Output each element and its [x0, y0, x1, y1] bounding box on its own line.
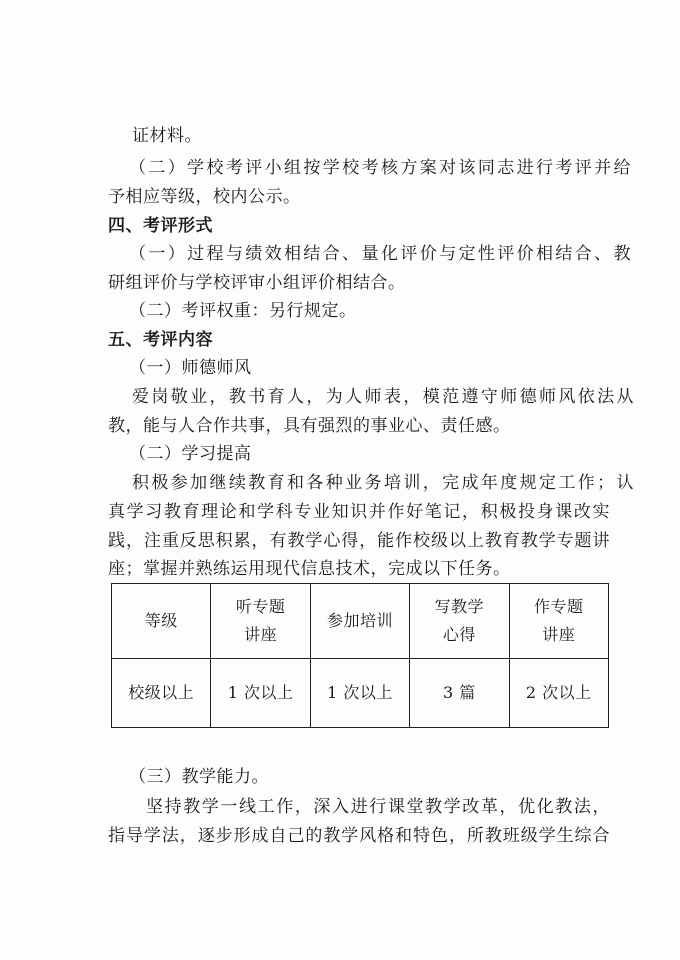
table-cell: 校级以上 — [112, 659, 211, 728]
text-line: （二）考评权重：另行规定。 — [129, 301, 357, 321]
table-header-cell: 作专题 讲座 — [509, 584, 608, 659]
text-line: 予相应等级，校内公示。 — [108, 187, 301, 207]
subsection-heading: （三）教学能力。 — [129, 767, 269, 787]
table-cell: 3 篇 — [410, 659, 509, 728]
text-line: 研组评价与学校评审小组评价相结合。 — [108, 273, 406, 293]
text-line: 践，注重反思积累，有教学心得，能作校级以上教育教学专题讲 — [108, 531, 610, 551]
table-cell: 1 次以上 — [310, 659, 409, 728]
subsection-heading: （二）学习提高 — [129, 444, 252, 464]
subsection-heading: （一）师德师风 — [129, 358, 252, 378]
text-line: 爱岗敬业，教书育人，为人师表，模范遵守师德师风依法从 — [132, 387, 634, 407]
text-line: 积极参加继续教育和各种业务培训，完成年度规定工作；认 — [132, 473, 634, 493]
text-line: 真学习教育理论和学科专业知识并作好笔记，积极投身课改实 — [108, 502, 610, 522]
text-line: 教，能与人合作共事，具有强烈的事业心、责任感。 — [108, 416, 511, 436]
text-line: 证材料。 — [132, 126, 202, 146]
section-heading: 四、考评形式 — [108, 216, 213, 236]
table-cell: 2 次以上 — [509, 659, 608, 728]
table-cell: 1 次以上 — [211, 659, 310, 728]
task-table — [111, 583, 609, 728]
table-header-row — [112, 584, 609, 659]
text-line: 座；掌握并熟练运用现代信息技术，完成以下任务。 — [108, 559, 511, 579]
text-line: （二）学校考评小组按学校考核方案对该同志进行考评并给 — [129, 158, 631, 178]
table-header-cell: 等级 — [112, 584, 211, 659]
section-heading: 五、考评内容 — [108, 330, 213, 350]
table-header-cell: 参加培训 — [310, 584, 409, 659]
table-header-cell: 写教学 心得 — [410, 584, 509, 659]
text-line: （一）过程与绩效相结合、量化评价与定性评价相结合、教 — [129, 244, 631, 264]
text-line: 坚持教学一线工作，深入进行课堂教学改革，优化教法， — [146, 797, 610, 817]
table-row — [112, 659, 609, 728]
text-line: 指导学法，逐步形成自己的教学风格和特色，所教班级学生综合 — [108, 826, 610, 846]
table-header-cell: 听专题 讲座 — [211, 584, 310, 659]
